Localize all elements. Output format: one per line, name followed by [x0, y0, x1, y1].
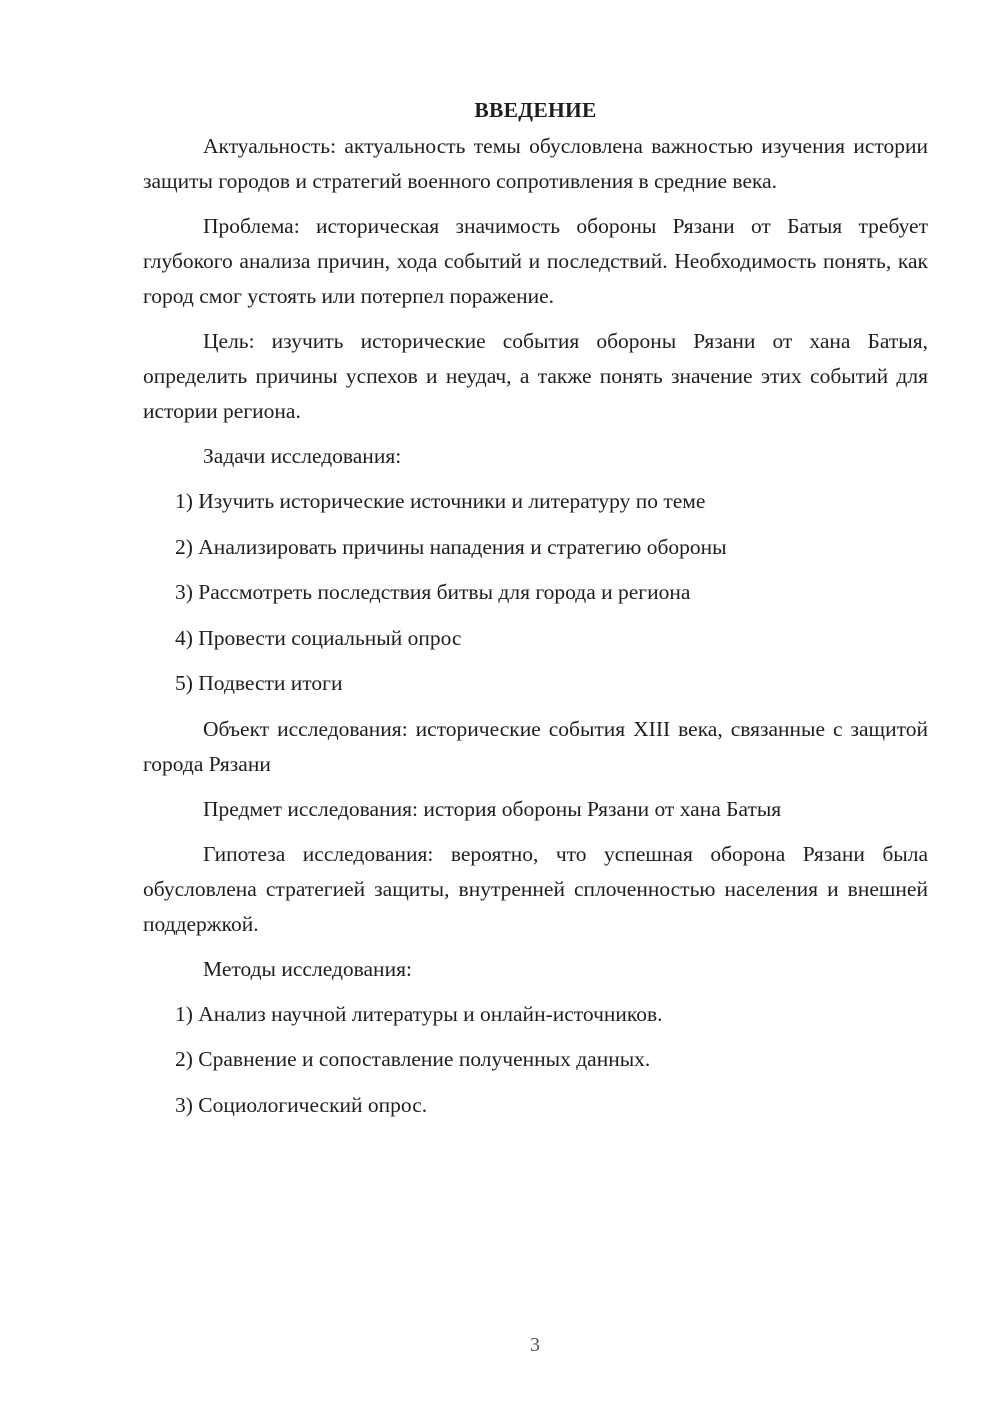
goal-paragraph: Цель: изучить исторические события обороны Рязани от хана Батыя, определить причины успехов и неудач, а также понять значение этих событий для истории региона.: [143, 329, 928, 423]
hypothesis-paragraph: Гипотеза исследования: вероятно, что успешная оборона Рязани была обусловлена стратегией защиты, внутренней сплоченностью населения и внешней поддержкой.: [143, 841, 928, 936]
task-item: 4) Провести социальный опрос: [175, 625, 462, 650]
task-item: 2) Анализировать причины нападения и стратегию обороны: [175, 534, 727, 559]
task-item: 1) Изучить исторические источники и литературу по теме: [175, 489, 706, 513]
method-item: 1) Анализ научной литературы и онлайн-источников.: [175, 1001, 663, 1026]
tasks-heading: Задачи исследования:: [203, 444, 402, 468]
section-title: ВВЕДЕНИЕ: [474, 98, 597, 122]
page-number: 3: [530, 1334, 540, 1356]
task-item: 3) Рассмотреть последствия битвы для города и региона: [175, 580, 691, 604]
problem-paragraph: Проблема: историческая значимость обороны Рязани от Батыя требует глубокого анализа причин, хода событий и последствий. Необходимость понять, как город смог устоять или потерпел поражение.: [143, 214, 928, 308]
document-body: [143, 95, 928, 1133]
task-item: 5) Подвести итоги: [175, 671, 343, 695]
subject-paragraph: Предмет исследования: история обороны Рязани от хана Батыя: [203, 796, 782, 821]
method-item: 2) Сравнение и сопоставление полученных данных.: [175, 1047, 651, 1071]
relevance-paragraph: Актуальность: актуальность темы обусловлена важностью изучения истории защиты городов и стратегий военного сопротивления в средние века.: [143, 134, 928, 193]
method-item: 3) Социологический опрос.: [175, 1092, 428, 1117]
methods-heading: Методы исследования:: [203, 956, 412, 981]
object-paragraph: Объект исследования: исторические события XIII века, связанные с защитой города Рязани: [143, 716, 928, 776]
